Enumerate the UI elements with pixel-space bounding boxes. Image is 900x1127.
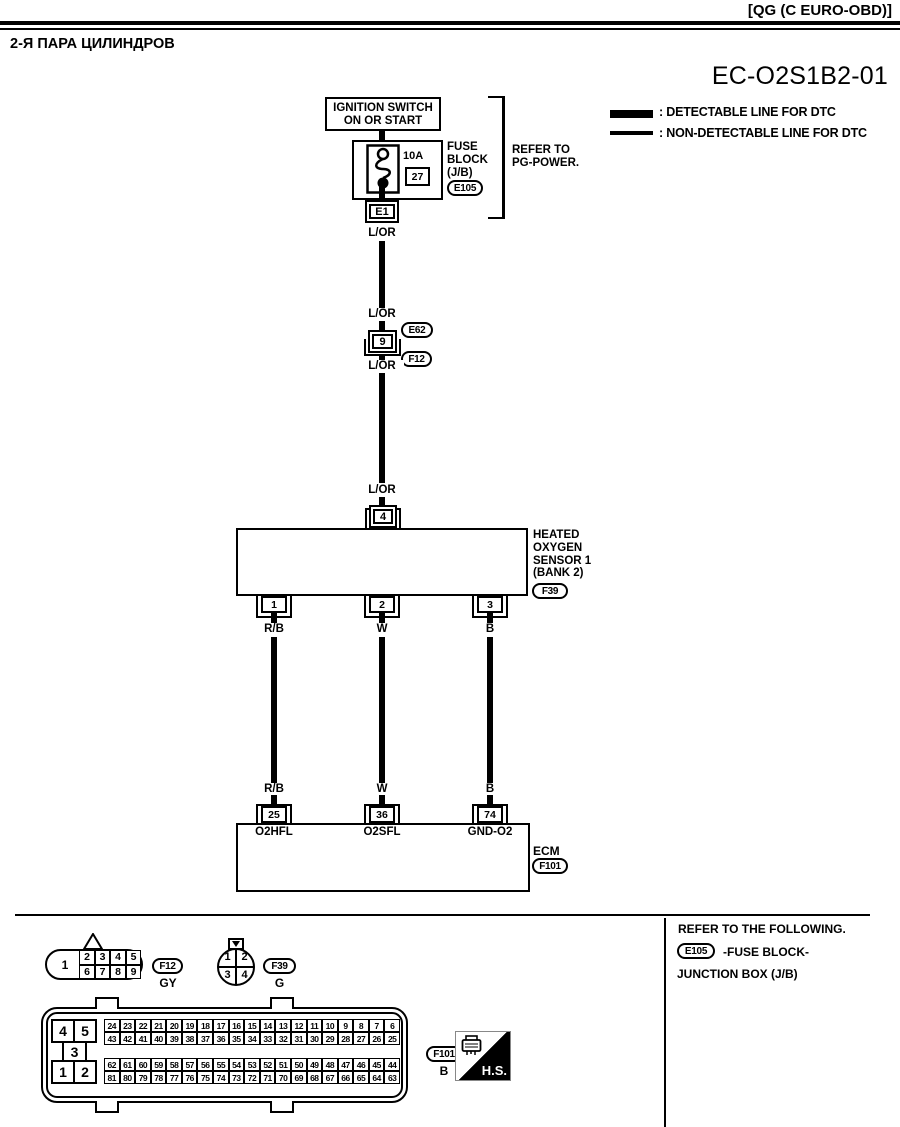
sensor-name-line3: SENSOR 1 xyxy=(533,554,592,567)
pin-cell: 7 xyxy=(95,965,111,980)
f39-pin: 2 xyxy=(241,951,248,963)
f39-pin: 4 xyxy=(241,969,248,981)
pin-cell: 33 xyxy=(260,1032,276,1045)
pin-cell: 23 xyxy=(120,1019,136,1032)
pin-cell: 15 xyxy=(244,1019,260,1032)
legend-nondetectable-swatch xyxy=(610,131,653,135)
pin-cell: 44 xyxy=(384,1058,400,1071)
refer-pg-power xyxy=(512,144,579,170)
fuse-rating: 10A xyxy=(403,150,424,162)
footer-divider xyxy=(664,918,666,1127)
wire-color-label: B xyxy=(468,623,512,635)
harness-connector-icon xyxy=(459,1034,485,1058)
pin-cell: 63 xyxy=(384,1071,400,1084)
pin-cell: 16 xyxy=(229,1019,245,1032)
pin-cell: 46 xyxy=(353,1058,369,1071)
pin-cell: 13 xyxy=(275,1019,291,1032)
pin-cell: 30 xyxy=(307,1032,323,1045)
pin-cell: 35 xyxy=(229,1032,245,1045)
wire-color-label: L/OR xyxy=(360,484,404,496)
pin-cell: 64 xyxy=(369,1071,385,1084)
sensor-terminal-pin: 3 xyxy=(477,596,503,613)
f39-connector-color: G xyxy=(274,976,285,990)
sensor-name xyxy=(533,529,591,580)
pin-cell: 17 xyxy=(213,1019,229,1032)
ecm-pin-name: O2HFL xyxy=(255,826,293,838)
f39-pin: 1 xyxy=(224,951,231,963)
pin-cell: 39 xyxy=(166,1032,182,1045)
ignition-switch-line2: ON OR START xyxy=(343,114,423,127)
pin-cell: 51 xyxy=(275,1058,291,1071)
pin-cell: 69 xyxy=(291,1071,307,1084)
pin-cell: 36 xyxy=(213,1032,229,1045)
pin-cell: 72 xyxy=(244,1071,260,1084)
wire-sensor-to-ecm xyxy=(487,637,493,783)
ecm-connector-tab xyxy=(270,1101,294,1113)
header-tag: [QG (C EURO-OBD)] xyxy=(747,2,892,19)
sensor-terminal4-pin: 4 xyxy=(373,509,393,524)
wire-color-label: W xyxy=(360,783,404,795)
pin-cell: 4 xyxy=(110,950,126,965)
pin-cell: 18 xyxy=(197,1019,213,1032)
wire-color-label: R/B xyxy=(252,623,296,635)
pin-cell: 56 xyxy=(197,1058,213,1071)
note-line1: REFER TO THE FOLLOWING. xyxy=(678,922,846,936)
ecm-terminal-pin: 36 xyxy=(369,806,395,823)
pin-cell: 3 xyxy=(95,950,111,965)
f39-pin: 3 xyxy=(224,969,231,981)
pin-cell: 7 xyxy=(369,1019,385,1032)
pin-cell: 24 xyxy=(104,1019,120,1032)
refer-line2: PG-POWER. xyxy=(512,156,580,169)
sensor-terminal-pin: 2 xyxy=(369,596,395,613)
sensor-name-line2: OXYGEN xyxy=(533,541,583,554)
connector-id-f39: F39 xyxy=(532,583,568,599)
note-connector-id-e105: E105 xyxy=(677,943,715,959)
ecm-connector-tab xyxy=(95,997,119,1009)
pin-cell: 68 xyxy=(307,1071,323,1084)
ecm-key-pin: 3 xyxy=(62,1041,87,1062)
pin-cell: 62 xyxy=(104,1058,120,1071)
hs-emblem xyxy=(455,1031,511,1081)
pin-cell: 12 xyxy=(291,1019,307,1032)
fuse-block-label-line3: (J/B) xyxy=(447,166,473,179)
fuse-block-label-line1: FUSE xyxy=(447,141,478,153)
page-title: 2-Я ПАРА ЦИЛИНДРОВ xyxy=(10,36,175,52)
wire-color-label: L/OR xyxy=(360,227,404,239)
connector-id-f12: F12 xyxy=(401,351,432,367)
pin-cell: 25 xyxy=(384,1032,400,1045)
connector-id-f39-footer: F39 xyxy=(263,958,296,974)
wire-color-label: L/OR xyxy=(360,308,404,320)
ecm-terminal-pin: 74 xyxy=(477,806,503,823)
pin-cell: 47 xyxy=(338,1058,354,1071)
ecm-pin-grid-top xyxy=(104,1019,400,1045)
pin-cell: 8 xyxy=(353,1019,369,1032)
pin-cell: 74 xyxy=(213,1071,229,1084)
terminal-e1-label: E1 xyxy=(369,204,395,219)
pin-cell: 38 xyxy=(182,1032,198,1045)
pin-cell: 31 xyxy=(291,1032,307,1045)
pin-cell: 54 xyxy=(229,1058,245,1071)
diagram-id: EC-O2S1B2-01 xyxy=(711,62,888,90)
pin-cell: 37 xyxy=(197,1032,213,1045)
joint-connector-box xyxy=(368,330,397,353)
pin-cell: 71 xyxy=(260,1071,276,1084)
terminal-e1 xyxy=(365,200,399,223)
pin-cell: 6 xyxy=(79,965,95,980)
wire-color-label: R/B xyxy=(252,783,296,795)
legend-detectable-swatch xyxy=(610,110,653,118)
pin-cell: 21 xyxy=(151,1019,167,1032)
pin-cell: 81 xyxy=(104,1071,120,1084)
wire-joint-to-sensor xyxy=(379,373,385,483)
pin-cell: 61 xyxy=(120,1058,136,1071)
pin-cell: 73 xyxy=(229,1071,245,1084)
pin-cell: 67 xyxy=(322,1071,338,1084)
ignition-switch-line1: IGNITION SWITCH xyxy=(333,102,433,114)
sensor-name-line1: HEATED xyxy=(533,529,580,541)
ecm-name: ECM xyxy=(533,844,560,858)
note-line3: JUNCTION BOX (J/B) xyxy=(677,967,798,981)
pin-cell: 78 xyxy=(151,1071,167,1084)
pin-cell: 70 xyxy=(275,1071,291,1084)
sensor-box xyxy=(236,528,528,596)
ignition-switch-box xyxy=(325,97,441,131)
pin-cell: 19 xyxy=(182,1019,198,1032)
ecm-pin-name: GND-O2 xyxy=(467,826,513,838)
pin-cell: 75 xyxy=(197,1071,213,1084)
header-rule xyxy=(0,21,900,30)
pin-cell: 60 xyxy=(135,1058,151,1071)
connector-id-f12-footer: F12 xyxy=(152,958,183,974)
sensor-terminal4-box xyxy=(369,505,397,528)
fuse-block-label xyxy=(447,141,488,179)
f39-key-triangle-icon xyxy=(232,941,240,947)
wire-stub xyxy=(487,611,493,623)
pin-cell: 79 xyxy=(135,1071,151,1084)
connector-id-f101: F101 xyxy=(532,858,568,874)
fuse-number-box: 27 xyxy=(405,167,430,186)
pin-cell: 77 xyxy=(166,1071,182,1084)
legend-detectable-label: : DETECTABLE LINE FOR DTC xyxy=(659,105,836,119)
sensor-name-line4: (BANK 2) xyxy=(533,567,584,580)
pin-cell: 5 xyxy=(126,950,142,965)
hs-label: H.S. xyxy=(481,1063,507,1078)
pin-cell: 55 xyxy=(213,1058,229,1071)
pin-cell: 27 xyxy=(353,1032,369,1045)
ecm-connector-tab xyxy=(270,997,294,1009)
wire-stub xyxy=(379,611,385,623)
fuse-block-label-line2: BLOCK xyxy=(447,153,488,166)
f12-key-triangle-icon xyxy=(83,933,103,950)
joint-connector-pin: 9 xyxy=(372,334,393,349)
legend-nondetectable-label: : NON-DETECTABLE LINE FOR DTC xyxy=(659,126,867,140)
pin-cell: 58 xyxy=(166,1058,182,1071)
pin-cell: 76 xyxy=(182,1071,198,1084)
pin-cell: 28 xyxy=(338,1032,354,1045)
wire-color-label: L/OR xyxy=(360,360,404,372)
pin-cell: 2 xyxy=(79,950,95,965)
pin-cell: 34 xyxy=(244,1032,260,1045)
pin-cell: 14 xyxy=(260,1019,276,1032)
pin-cell: 50 xyxy=(291,1058,307,1071)
pin-cell: 32 xyxy=(275,1032,291,1045)
pin-cell: 22 xyxy=(135,1019,151,1032)
pin-cell: 52 xyxy=(260,1058,276,1071)
note-line2: -FUSE BLOCK- xyxy=(723,945,809,959)
pin-cell: 66 xyxy=(338,1071,354,1084)
ecm-key-pin: 1 xyxy=(51,1060,75,1084)
connector-id-f101-footer: F101 xyxy=(426,1046,462,1062)
pin-cell: 29 xyxy=(322,1032,338,1045)
wire-color-label: W xyxy=(360,623,404,635)
pin-cell: 43 xyxy=(104,1032,120,1045)
pin-cell: 57 xyxy=(182,1058,198,1071)
pin-cell: 49 xyxy=(307,1058,323,1071)
pin-cell: 9 xyxy=(126,965,142,980)
connector-id-e62: E62 xyxy=(401,322,433,338)
f12-pin-grid xyxy=(79,950,141,979)
pin-cell: 20 xyxy=(166,1019,182,1032)
ecm-key-pin: 5 xyxy=(73,1019,97,1043)
pin-cell: 48 xyxy=(322,1058,338,1071)
pin-cell: 40 xyxy=(151,1032,167,1045)
ecm-key-pin: 2 xyxy=(73,1060,97,1084)
pin-cell: 11 xyxy=(307,1019,323,1032)
wire-sensor-to-ecm xyxy=(271,637,277,783)
pin-cell: 80 xyxy=(120,1071,136,1084)
ecm-pin-grid-bottom xyxy=(104,1058,400,1084)
pin-cell: 53 xyxy=(244,1058,260,1071)
ecm-pin-name: O2SFL xyxy=(363,826,401,838)
pin-cell: 6 xyxy=(384,1019,400,1032)
f12-connector-color: GY xyxy=(159,976,177,990)
ecm-terminal-pin: 25 xyxy=(261,806,287,823)
pin-cell: 8 xyxy=(110,965,126,980)
wire-sensor-to-ecm xyxy=(379,637,385,783)
wire-e1-to-joint xyxy=(379,241,385,308)
pin-cell: 9 xyxy=(338,1019,354,1032)
pin-cell: 42 xyxy=(120,1032,136,1045)
pin-cell: 41 xyxy=(135,1032,151,1045)
footer-rule xyxy=(15,914,870,916)
pin-cell: 26 xyxy=(369,1032,385,1045)
ecm-key-pin: 4 xyxy=(51,1019,75,1043)
pin-cell: 65 xyxy=(353,1071,369,1084)
pin-cell: 45 xyxy=(369,1058,385,1071)
wire-color-label: B xyxy=(468,783,512,795)
refer-bracket xyxy=(488,96,505,219)
pin-cell: 59 xyxy=(151,1058,167,1071)
f12-pin-1: 1 xyxy=(61,957,69,972)
refer-line1: REFER TO xyxy=(512,144,570,156)
wire-stub xyxy=(271,611,277,623)
sensor-terminal-pin: 1 xyxy=(261,596,287,613)
ecm-connector-tab xyxy=(95,1101,119,1113)
pin-cell: 10 xyxy=(322,1019,338,1032)
ecm-connector-color: B xyxy=(439,1064,449,1078)
connector-id-e105: E105 xyxy=(447,180,483,196)
